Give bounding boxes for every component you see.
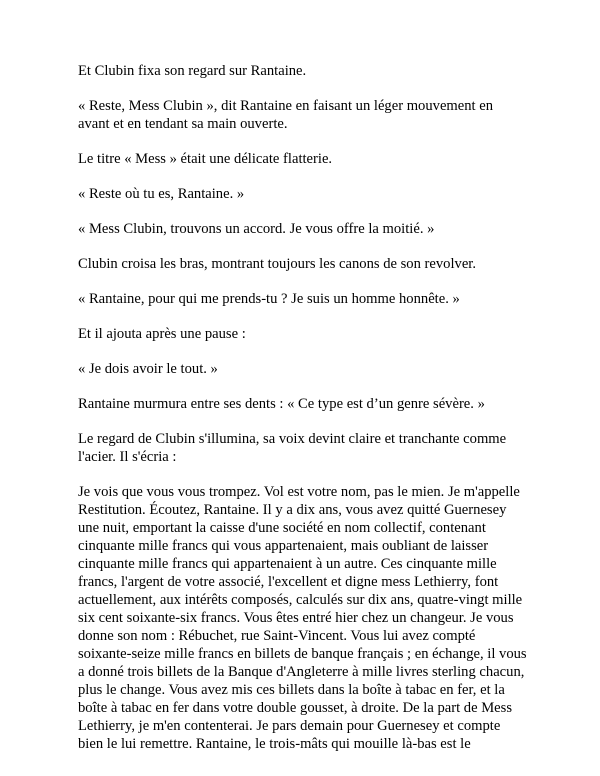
paragraph-5: « Mess Clubin, trouvons un accord. Je vous offre la moitié. » [78,221,435,237]
paragraph-11: Le regard de Clubin s'illumina, sa voix devint claire et tranchante comme l'acier. Il s'écria : [78,431,507,465]
paragraph-2: « Reste, Mess Clubin », dit Rantaine en faisant un léger mouvement en avant et en tendant sa main ouverte. [78,98,494,132]
paragraph-4: « Reste où tu es, Rantaine. » [78,186,245,202]
paragraph-7: « Rantaine, pour qui me prends-tu ? Je suis un homme honnête. » [78,291,460,307]
paragraph-10: Rantaine murmura entre ses dents : « Ce type est d’un genre sévère. » [78,396,485,412]
paragraph-9: « Je dois avoir le tout. » [78,361,218,377]
paragraph-6: Clubin croisa les bras, montrant toujours les canons de son revolver. [78,256,477,272]
document-page [78,62,528,770]
paragraph-1: Et Clubin fixa son regard sur Rantaine. [78,63,307,79]
paragraph-12: Je vois que vous vous trompez. Vol est votre nom, pas le mien. Je m'appelle Restitution. Écoutez, Rantaine. Il y a dix ans, vous avez quitté Guernesey une nuit, emportant la caisse d'une société en nom collectif, contenant cinquante mille francs qui vous appartenaient, mais oubliant de laisser cinquante mille francs qui appartenaient à un autre. Ces cinquante mille francs, l'argent de votre associé, l'excellent et digne mess Lethierry, font actuellement, aux intérêts composés, calculés sur dix ans, quatre-vingt mille six cent soixante-six francs. Vous êtes entré hier chez un changeur. Je vous donne son nom : Rébuchet, rue Saint-Vincent. Vous lui avez compté soixante-seize mille francs en billets de banque français ; en échange, il vous a donné trois billets de la Banque d'Angleterre à mille livres sterling chacun, plus le change. Vous avez mis ces billets dans la boîte à tabac en fer, et la boîte à tabac en fer dans votre double gousset, à droite. De la part de Mess Lethierry, je m'en contenterai. Je pars demain pour Guernesey et compte bien le lui remettre. Rantaine, le trois-mâts qui mouille là-bas est le [78,484,527,752]
paragraph-3: Le titre « Mess » était une délicate flatterie. [78,151,333,167]
paragraph-8: Et il ajouta après une pause : [78,326,246,342]
